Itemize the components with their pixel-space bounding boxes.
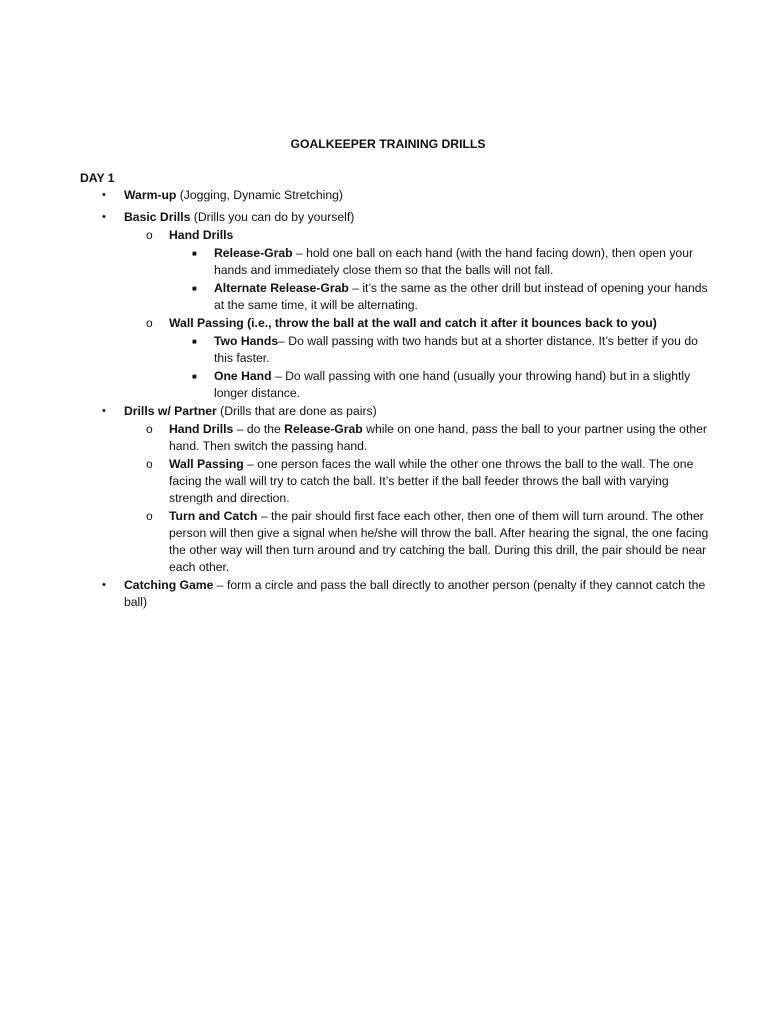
square-bullet-icon: ■ [192, 372, 197, 381]
circle-icon: o [146, 422, 153, 436]
drill-list [80, 187, 710, 612]
item-text: (Drills that are done as pairs) [216, 404, 377, 418]
list-item-wall-passing [80, 315, 710, 332]
list-item-one-hand [80, 368, 710, 402]
list-item-partner-hand-drills [80, 421, 710, 455]
item-term: Basic Drills [124, 210, 191, 224]
list-item-alternate-release-grab [80, 280, 710, 314]
square-bullet-icon: ■ [192, 337, 197, 346]
circle-icon: o [146, 457, 153, 471]
circle-icon: o [146, 316, 153, 330]
item-text: – do the [233, 422, 285, 436]
item-term: Release-Grab [214, 246, 293, 260]
circle-icon: o [146, 509, 153, 523]
item-text: – the pair should first face each other, then one of them will turn around. The other person will then give a signal when he/she will throw the ball. After hearing the signal, the one facing the other way will then turn around and try catching the ball. During this drill, the pair should be near each other. [169, 509, 709, 574]
item-term-inline: Release-Grab [284, 422, 363, 436]
item-term: Alternate Release-Grab [214, 281, 349, 295]
item-term: Wall Passing (i.e., throw the ball at the wall and catch it after it bounces back to you) [169, 316, 657, 330]
item-term: Hand Drills [169, 422, 234, 436]
item-text: – Do wall passing with one hand (usually your throwing hand) but in a slightly longer distance. [214, 369, 691, 400]
list-item-partner-wall-passing [80, 456, 710, 507]
item-text: while on one hand, pass the ball to your partner using the other hand. Then switch the passing hand. [169, 422, 707, 453]
bullet-icon: • [102, 211, 106, 223]
list-item-drills-with-partner [80, 403, 710, 420]
item-term: Turn and Catch [169, 509, 258, 523]
day-heading: DAY 1 [80, 171, 115, 185]
item-term: Warm-up [124, 188, 177, 202]
list-item-catching-game [80, 577, 710, 611]
item-term: Catching Game [124, 578, 214, 592]
item-term: Hand Drills [169, 228, 234, 242]
item-text: – Do wall passing with two hands but at a shorter distance. It’s better if you do this faster. [214, 334, 698, 365]
item-text: – one person faces the wall while the other one throws the ball to the wall. The one facing the wall will try to catch the ball. It’s better if the ball feeder throws the ball with varying strength and direction. [169, 457, 694, 505]
bullet-icon: • [102, 579, 106, 591]
list-item-warm-up [80, 187, 710, 204]
square-bullet-icon: ■ [192, 284, 197, 293]
item-term: Two Hands [214, 334, 279, 348]
list-item-release-grab [80, 245, 710, 279]
list-item-hand-drills [80, 227, 710, 244]
list-item-two-hands [80, 333, 710, 367]
bullet-icon: • [102, 405, 106, 417]
item-term: One Hand [214, 369, 272, 383]
item-text: – form a circle and pass the ball directly to another person (penalty if they cannot catch the ball) [124, 578, 706, 609]
document-title: GOALKEEPER TRAINING DRILLS [290, 137, 486, 151]
item-text: (Drills you can do by yourself) [190, 210, 355, 224]
item-term: Wall Passing [169, 457, 244, 471]
item-text: – it’s the same as the other drill but instead of opening your hands at the same time, it will be alternating. [214, 281, 708, 312]
square-bullet-icon: ■ [192, 249, 197, 258]
bullet-icon: • [102, 189, 106, 201]
list-item-turn-and-catch [80, 508, 710, 576]
list-item-basic-drills [80, 209, 710, 226]
item-text: – hold one ball on each hand (with the hand facing down), then open your hands and immediately close them so that the balls will not fall. [214, 246, 694, 277]
item-term: Drills w/ Partner [124, 404, 217, 418]
item-text: (Jogging, Dynamic Stretching) [176, 188, 343, 202]
circle-icon: o [146, 228, 153, 242]
